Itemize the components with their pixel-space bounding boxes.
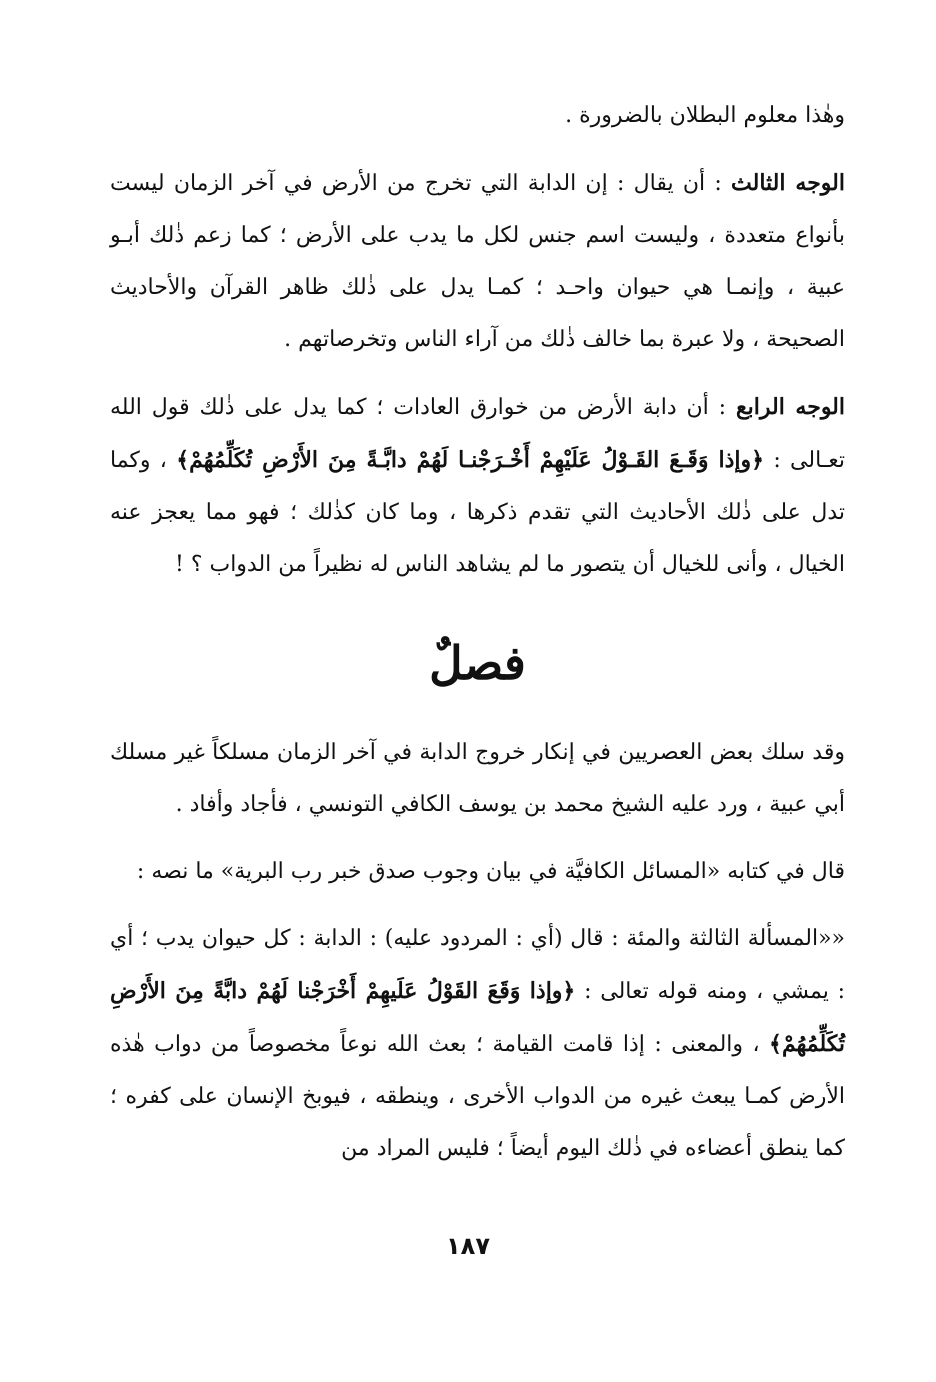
paragraph-4-text: وقد سلك بعض العصريين في إنكار خروج الدابة في آخر الزمان مسلكاً غير مسلك أبي عبية ، ورد عليه الشيخ محمد بن يوسف الكافي التونسي ، فأجاد وأفاد . [110, 740, 845, 817]
page-number: ١٨٧ [446, 1232, 490, 1260]
quotation-text-b: ، والمعنى : إذا قامت القيامة ؛ بعث الله نوعاً مخصوصاً من دواب هٰذه الأرض كمـا يبعث غيره من الدواب الأخرى ، وينطقه ، فيوبخ الإنسان على كفره ؛ كما ينطق أعضاءه في ذٰلك اليوم أيضاً ؛ فليس المراد من [110, 1032, 845, 1161]
page-body [110, 90, 845, 1190]
paragraph-1 [110, 90, 845, 142]
paragraph-5-text: قال في كتابه «المسائل الكافيَّة في بيان وجوب صدق خبر رب البرية» ما نصه : [136, 859, 845, 884]
fourth-aspect-text-a: : أن دابة الأرض من خوارق العادات ؛ كما يدل على ذٰلك قول الله تعـالى : [110, 395, 845, 473]
fourth-aspect-lead: الوجه الرابع [735, 394, 845, 420]
quran-verse-1: ﴿وإذا وَقَـعَ القَـوْلُ عَلَيْهِمْ أَخْـرَجْنـا لَهُمْ دابَّـةً مِنَ الأَرْضِ تُكَلِّمُهُمْ﴾ [176, 447, 765, 473]
paragraph-5 [110, 846, 845, 898]
paragraph-quotation [110, 913, 845, 1175]
paragraph-1-text: وهٰذا معلوم البطلان بالضرورة . [565, 103, 845, 128]
quran-verse-2: ﴿وإذا وَقَعَ القَوْلُ عَلَيهِمْ أَخْرَجْنا لَهُمْ دابَّةً مِنَ الأَرْضِ تُكَلِّمُهُمْ﴾ [110, 978, 845, 1057]
section-heading: فصلٌ [429, 636, 526, 690]
third-aspect-text: : أن يقال : إن الدابة التي تخرج من الأرض في آخر الزمان ليست بأنواع متعددة ، وليست اسم جنس لكل ما يدب على الأرض ؛ كما زعم ذٰلك أبـو عبية ، وإنمـا هي حيوان واحـد ؛ كمـا يدل على ذٰلك ظاهر القرآن والأحاديث الصحيحة ، ولا عبرة بما خالف ذٰلك من آراء الناس وتخرصاتهم . [110, 171, 845, 352]
third-aspect-lead: الوجه الثالث [731, 170, 845, 196]
quotation-text-a: ««المسألة الثالثة والمئة : قال (أي : المردود عليه) : الدابة : كل حيوان يدب ؛ أي : يمشي ، ومنه قوله تعالى : [110, 926, 845, 1004]
fourth-aspect-text-b: ، وكما تدل على ذٰلك الأحاديث التي تقدم ذكرها ، وما كان كذٰلك ؛ فهو مما يعجز عنه الخيال ، وأنى للخيال أن يتصور ما لم يشاهد الناس له نظيراً من الدواب ؟ ! [110, 448, 845, 577]
paragraph-third-aspect [110, 157, 845, 366]
paragraph-4 [110, 727, 845, 831]
paragraph-fourth-aspect [110, 381, 845, 591]
